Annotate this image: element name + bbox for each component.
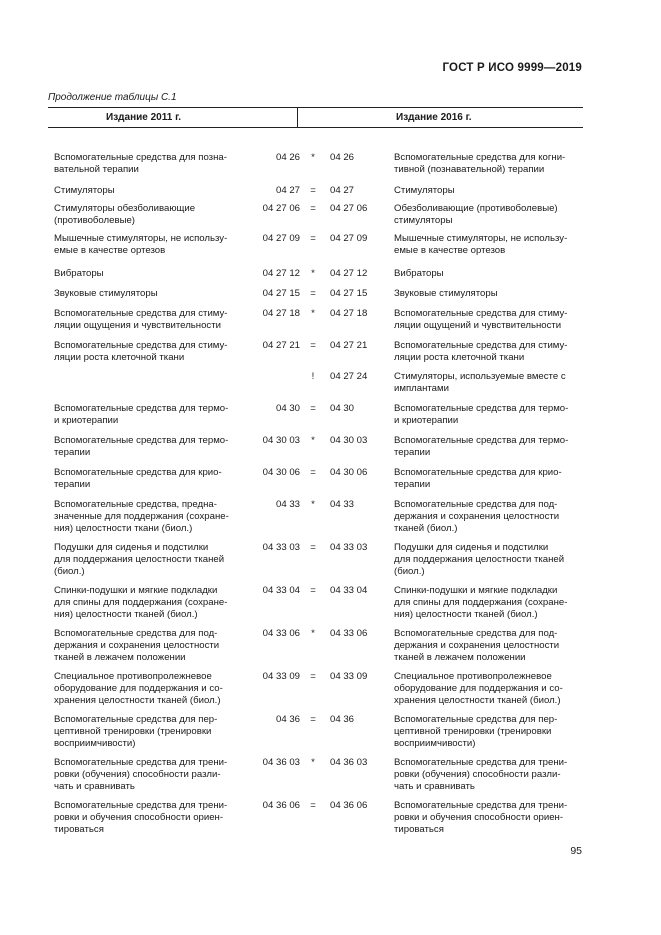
change-symbol: =: [310, 203, 316, 214]
change-symbol: *: [311, 435, 315, 446]
old-item-name: Вспомогательные средства для стиму- ляции роста клеточной ткани: [54, 340, 228, 363]
table-row: [48, 340, 583, 374]
table-row: [48, 308, 583, 342]
table-row: [48, 403, 583, 437]
column-divider: [297, 108, 298, 127]
new-item-name: Вибраторы: [394, 268, 444, 279]
old-item-code: 04 36 06: [262, 800, 300, 811]
old-item-name: Спинки-подушки и мягкие подкладки для спины для поддержания (сохране- ния) целостности тканей (биол.): [54, 585, 228, 620]
new-item-name: Вспомогательные средства для когни- тивной (познавательной) терапии: [394, 152, 566, 175]
old-item-name: Вспомогательные средства для термо- терапии: [54, 435, 229, 458]
table-row: [48, 435, 583, 469]
new-item-name: Подушки для сиденья и подстилки для поддержания целостности тканей (биол.): [394, 542, 565, 577]
old-item-code: 04 36 03: [262, 757, 300, 768]
correspondence-table: [48, 107, 583, 835]
new-item-name: Звуковые стимуляторы: [394, 288, 498, 299]
old-item-code: 04 27 21: [262, 340, 300, 351]
old-item-name: Вспомогательные средства для стиму- ляции ощущения и чувствительности: [54, 308, 228, 331]
old-item-name: Специальное противопролежневое оборудование для поддержания и со- хранения целостности тканей (биол.): [54, 671, 223, 706]
old-item-code: 04 36: [275, 714, 300, 725]
old-item-code: 04 33 09: [262, 671, 300, 682]
new-item-code: 04 26: [330, 152, 355, 163]
change-symbol: =: [310, 288, 316, 299]
table-row: [48, 671, 583, 717]
new-item-name: Вспомогательные средства для крио- терапии: [394, 467, 562, 490]
new-item-name: Спинки-подушки и мягкие подкладки для спины для поддержания (сохране- ния) целостности тканей (биол.): [394, 585, 568, 620]
new-item-code: 04 33 06: [330, 628, 368, 639]
old-item-name: Мышечные стимуляторы, не использу- емые в качестве ортезов: [54, 233, 228, 256]
table-header: [48, 107, 583, 128]
page-number: 95: [570, 845, 582, 857]
column-header-2016: Издание 2016 г.: [396, 112, 472, 123]
old-item-code: 04 33: [275, 499, 300, 510]
new-item-code: 04 36: [330, 714, 355, 725]
new-item-name: Специальное противопролежневое оборудование для поддержания и со- хранения целостности тканей (биол.): [394, 671, 563, 706]
table-row: [48, 268, 583, 288]
old-item-name: Вспомогательные средства для термо- и криотерапии: [54, 403, 229, 426]
new-item-code: 04 36 03: [330, 757, 368, 768]
change-symbol: =: [310, 671, 316, 682]
change-symbol: =: [310, 403, 316, 414]
old-item-name: Вспомогательные средства, предна- значенные для поддержания (сохране- ния) целостности ткани (биол.): [54, 499, 229, 534]
document-header: ГОСТ Р ИСО 9999—2019: [442, 62, 582, 74]
old-item-code: 04 27 18: [262, 308, 300, 319]
new-item-name: Вспомогательные средства для стиму- ляции роста клеточной ткани: [394, 340, 568, 363]
table-row: [48, 628, 583, 674]
old-item-name: Звуковые стимуляторы: [54, 288, 158, 299]
change-symbol: =: [310, 340, 316, 351]
table-row: [48, 585, 583, 631]
new-item-name: Стимуляторы: [394, 185, 455, 196]
old-item-name: Стимуляторы обезболивающие (противоболевые): [54, 203, 196, 226]
old-item-code: 04 30 06: [262, 467, 300, 478]
old-item-code: 04 27 15: [262, 288, 300, 299]
old-item-code: 04 30 03: [262, 435, 300, 446]
table-row: [48, 152, 583, 188]
new-item-code: 04 33 04: [330, 585, 368, 596]
table-row: [48, 467, 583, 501]
old-item-name: Вспомогательные средства для под- держания и сохранения целостности тканей в лежачем положении: [54, 628, 220, 663]
old-item-code: 04 33 04: [262, 585, 300, 596]
table-row: [48, 800, 583, 846]
change-symbol: *: [311, 757, 315, 768]
new-item-name: Обезболивающие (противоболевые) стимуляторы: [394, 203, 558, 226]
old-item-name: Вибраторы: [54, 268, 104, 279]
table-row: [48, 757, 583, 803]
change-symbol: =: [310, 800, 316, 811]
table-row: [48, 371, 583, 405]
new-item-name: Вспомогательные средства для трени- ровки (обучения) способности разли- чать и сравнивать: [394, 757, 568, 792]
old-item-name: Вспомогательные средства для трени- ровки и обучения способности ориен- тироваться: [54, 800, 228, 835]
new-item-code: 04 27 24: [330, 371, 368, 382]
change-symbol: =: [310, 185, 316, 196]
change-symbol: *: [311, 268, 315, 279]
old-item-code: 04 27 12: [262, 268, 300, 279]
new-item-code: 04 30 03: [330, 435, 368, 446]
table-row: [48, 542, 583, 588]
new-item-name: Мышечные стимуляторы, не использу- емые в качестве ортезов: [394, 233, 568, 256]
change-symbol: *: [311, 308, 315, 319]
new-item-code: 04 27 15: [330, 288, 368, 299]
table-row: [48, 185, 583, 205]
new-item-name: Вспомогательные средства для под- держания и сохранения целостности тканей (биол.): [394, 499, 560, 534]
table-row: [48, 288, 583, 308]
change-symbol: =: [310, 542, 316, 553]
change-symbol: =: [310, 233, 316, 244]
old-item-code: 04 26: [275, 152, 300, 163]
new-item-name: Вспомогательные средства для трени- ровки и обучения способности ориен- тироваться: [394, 800, 568, 835]
new-item-code: 04 27 12: [330, 268, 368, 279]
new-item-code: 04 33: [330, 499, 355, 510]
change-symbol: *: [311, 499, 315, 510]
new-item-name: Стимуляторы, используемые вместе с имплантами: [394, 371, 566, 394]
new-item-code: 04 27: [330, 185, 355, 196]
old-item-code: 04 33 03: [262, 542, 300, 553]
table-caption: Продолжение таблицы С.1: [48, 92, 177, 103]
change-symbol: *: [311, 152, 315, 163]
new-item-name: Вспомогательные средства для пер- цептивной тренировки (тренировки восприимчивости): [394, 714, 558, 749]
old-item-code: 04 27 09: [262, 233, 300, 244]
change-symbol: *: [311, 628, 315, 639]
new-item-code: 04 36 06: [330, 800, 368, 811]
old-item-code: 04 33 06: [262, 628, 300, 639]
table-row: [48, 714, 583, 760]
old-item-name: Вспомогательные средства для пер- цептивной тренировки (тренировки восприимчивости): [54, 714, 218, 749]
new-item-code: 04 27 18: [330, 308, 368, 319]
old-item-name: Стимуляторы: [54, 185, 115, 196]
new-item-name: Вспомогательные средства для термо- терапии: [394, 435, 569, 458]
table-row: [48, 233, 583, 269]
new-item-code: 04 27 06: [330, 203, 368, 214]
old-item-code: 04 27 06: [262, 203, 300, 214]
change-symbol: =: [310, 467, 316, 478]
new-item-code: 04 27 09: [330, 233, 368, 244]
column-header-2011: Издание 2011 г.: [106, 112, 182, 123]
table-row: [48, 499, 583, 545]
new-item-code: 04 33 03: [330, 542, 368, 553]
change-symbol: =: [310, 714, 316, 725]
old-item-name: Вспомогательные средства для позна- вательной терапии: [54, 152, 227, 175]
new-item-code: 04 30: [330, 403, 355, 414]
change-symbol: =: [310, 585, 316, 596]
old-item-name: Вспомогательные средства для крио- терапии: [54, 467, 222, 490]
table-row: [48, 203, 583, 235]
old-item-name: Подушки для сиденья и подстилки для поддержания целостности тканей (биол.): [54, 542, 225, 577]
new-item-code: 04 33 09: [330, 671, 368, 682]
change-symbol: !: [311, 371, 315, 382]
new-item-name: Вспомогательные средства для термо- и криотерапии: [394, 403, 569, 426]
old-item-code: 04 30: [275, 403, 300, 414]
new-item-code: 04 30 06: [330, 467, 368, 478]
new-item-code: 04 27 21: [330, 340, 368, 351]
new-item-name: Вспомогательные средства для стиму- ляции ощущений и чувствительности: [394, 308, 568, 331]
new-item-name: Вспомогательные средства для под- держания и сохранения целостности тканей в лежачем положении: [394, 628, 560, 663]
old-item-name: Вспомогательные средства для трени- ровки (обучения) способности разли- чать и сравнивать: [54, 757, 228, 792]
old-item-code: 04 27: [275, 185, 300, 196]
